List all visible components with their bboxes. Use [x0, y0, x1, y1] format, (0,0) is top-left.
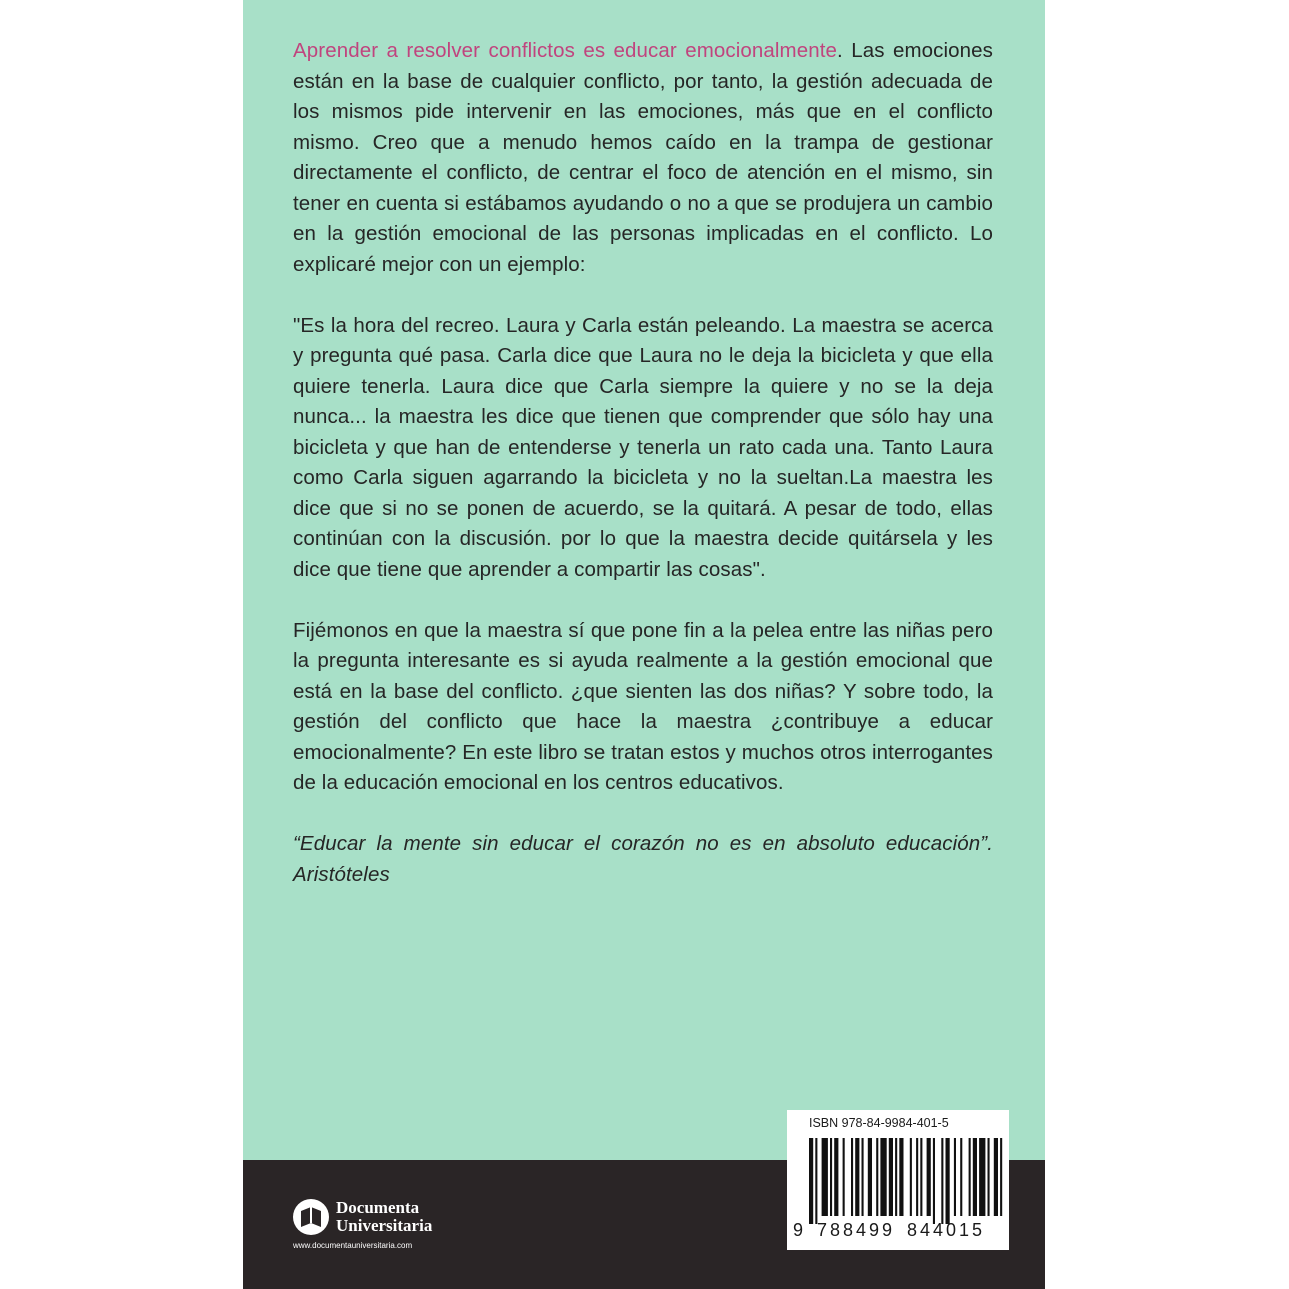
barcode-bar	[979, 1138, 985, 1216]
barcode-bar	[815, 1138, 817, 1224]
barcode-bar	[960, 1138, 962, 1216]
barcode-bar	[954, 1138, 956, 1216]
highlighted-heading: Aprender a resolver conflictos es educar emocionalmente	[293, 39, 838, 62]
barcode-bar	[834, 1138, 838, 1216]
book-back-cover	[243, 0, 1045, 1289]
barcode-bar	[855, 1138, 859, 1216]
barcode-bar	[933, 1138, 935, 1224]
barcode-bar	[889, 1138, 893, 1216]
publisher-logo	[291, 1197, 471, 1257]
publisher-emblem-icon	[291, 1197, 331, 1237]
barcode-bar	[862, 1138, 864, 1216]
barcode-bar	[969, 1138, 971, 1216]
barcode-bar	[973, 1138, 977, 1216]
barcode-box	[787, 1110, 1009, 1250]
barcode-bar	[880, 1138, 886, 1216]
barcode-bar	[895, 1138, 897, 1216]
barcode-bar	[927, 1138, 931, 1216]
barcode-bar	[851, 1138, 853, 1216]
barcode-digits-right: 844015	[907, 1220, 986, 1240]
barcode-bar	[920, 1138, 922, 1216]
publisher-url: www.documentauniversitaria.com	[293, 1241, 413, 1250]
barcode-bar	[988, 1138, 990, 1216]
back-cover-text	[293, 36, 993, 921]
isbn-label: ISBN 978-84-9984-401-5	[809, 1116, 949, 1130]
reflection-paragraph: Fijémonos en que la maestra sí que pone fin a la pelea entre las niñas pero la pregunta interesante es si ayuda realmente a la gestión emocional que está en la base del conflicto. ¿que sienten las dos niñas? Y sobre todo, la gestión del conflicto que hace la maestra ¿contribuye a educar emocionalmente? En este libro se tratan estos y muchos otros interrogantes de la educación emocional en los centros educativos.	[293, 618, 993, 794]
intro-paragraph-text: . Las emociones están en la base de cualquier conflicto, por tanto, la gestión adecuada de los mismos pide intervenir en las emociones, más que en el conflicto mismo. Creo que a menudo hemos caído en la trampa de gestionar directamente el conflicto, de centrar el foco de atención en el mismo, sin tener en cuenta si estábamos ayudando o no a que se produjera un cambio en la gestión emocional de las personas implicadas en el conflicto. Lo explicaré mejor con un ejemplo:	[293, 39, 993, 276]
barcode-digit-first: 9	[793, 1220, 804, 1240]
barcode-bar	[822, 1138, 828, 1216]
barcode-bar	[946, 1138, 950, 1224]
barcode-digits-left: 788499	[817, 1220, 896, 1240]
barcode-bar	[941, 1138, 943, 1224]
barcode-bar	[1000, 1138, 1002, 1216]
barcode-bar	[830, 1138, 832, 1216]
barcode-bar	[868, 1138, 872, 1216]
barcode-bar	[843, 1138, 845, 1216]
intro-paragraph	[293, 36, 993, 280]
publisher-name-line2: Universitaria	[336, 1216, 433, 1235]
publisher-name	[336, 1199, 432, 1235]
barcode-bar	[899, 1138, 903, 1216]
barcode-bar	[809, 1138, 813, 1224]
publisher-name-line1: Documenta	[336, 1198, 420, 1217]
barcode-bar	[910, 1138, 912, 1216]
example-paragraph: "Es la hora del recreo. Laura y Carla están peleando. La maestra se acerca y pregunta qué pasa. Carla dice que Laura no le deja la bicicleta y que ella quiere tenerla. Laura dice que Carla siempre la quiere y no se la deja nunca... la maestra les dice que tienen que comprender que sólo hay una bicicleta y que han de entenderse y tenerla un rato cada una. Tanto Laura como Carla siguen agarrando la bicicleta y no la sueltan.La maestra les dice que si no se ponen de acuerdo, se la quitará. A pesar de todo, ellas continúan con la discusión. por lo que la maestra decide quitársela y les dice que tiene que aprender a compartir las cosas".	[293, 313, 993, 581]
barcode-bar	[916, 1138, 918, 1216]
barcode-bar	[994, 1138, 998, 1216]
aristotle-quote: “Educar la mente sin educar el corazón no es en absoluto educación”. Aristóteles	[293, 832, 993, 886]
isbn-barcode	[787, 1138, 1009, 1224]
barcode-bar	[876, 1138, 878, 1216]
